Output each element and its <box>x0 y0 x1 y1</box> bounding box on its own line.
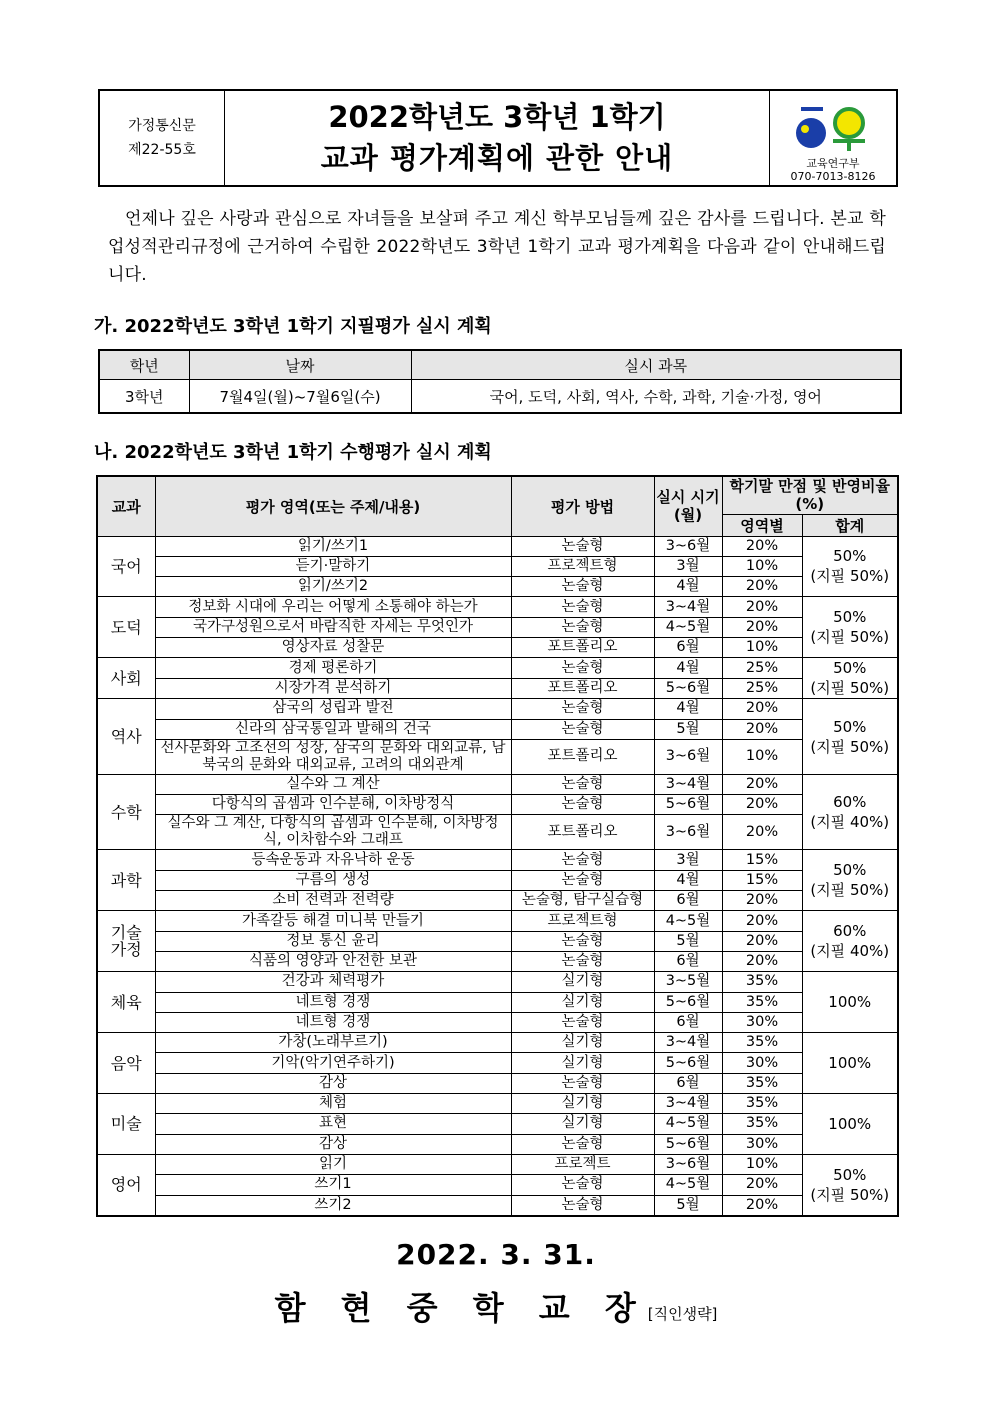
cell-area: 다항식의 곱셈과 인수분해, 이차방정식 <box>155 795 511 815</box>
cell-ratio: 35% <box>722 972 802 992</box>
cell-period: 5~6월 <box>654 1053 722 1073</box>
total-value: 50% <box>833 659 867 678</box>
cell-period: 3~6월 <box>654 815 722 850</box>
cell-area: 듣기·말하기 <box>155 556 511 576</box>
cell-period: 5월 <box>654 1195 722 1216</box>
section1-title: 가. 2022학년도 3학년 1학기 지필평가 실시 계획 <box>94 316 492 337</box>
cell-ratio: 20% <box>722 951 802 971</box>
cell-method: 논술형 <box>511 1175 654 1195</box>
cell-method: 포트폴리오 <box>511 739 654 774</box>
cell-method: 포트폴리오 <box>511 678 654 699</box>
cell-ratio: 10% <box>722 1154 802 1174</box>
cell-total <box>802 1033 898 1094</box>
cell-method: 논술형 <box>511 719 654 739</box>
cell-method: 논술형 <box>511 699 654 719</box>
cell-ratio: 35% <box>722 1033 802 1053</box>
cell-period: 4월 <box>654 699 722 719</box>
cell-period: 3~4월 <box>654 774 722 794</box>
newsletter-number: 제22-55호 <box>128 142 196 158</box>
intro-text: 언제나 깊은 사랑과 관심으로 자녀들을 보살펴 주고 계신 학부모님들께 깊은 감사를 드립니다. 본교 학업성적관리규정에 근거하여 수립한 2022학년도 3학년 1학기 교과 평가계획을 다음과 같이 안내해드립니다. <box>108 209 886 285</box>
cell-area: 신라의 삼국통일과 발해의 건국 <box>155 719 511 739</box>
cell-period: 3~4월 <box>654 597 722 617</box>
document-date: 2022. 3. 31. <box>396 1238 596 1271</box>
table-row <box>97 972 898 992</box>
table-row <box>97 891 898 911</box>
cell-period: 5~6월 <box>654 795 722 815</box>
cell-area: 감상 <box>155 1134 511 1154</box>
contact-box <box>769 91 896 185</box>
cell-ratio: 20% <box>722 577 802 597</box>
signature-line <box>0 1283 992 1329</box>
cell-subject: 국어 <box>97 536 155 597</box>
cell-subject: 역사 <box>97 699 155 775</box>
cell-area: 쓰기2 <box>155 1195 511 1216</box>
cell-period: 5~6월 <box>654 678 722 699</box>
cell-period: 4월 <box>654 577 722 597</box>
cell-area: 체험 <box>155 1094 511 1114</box>
cell-area: 읽기 <box>155 1154 511 1174</box>
total-value: 100% <box>828 1114 872 1133</box>
cell-period: 4월 <box>654 658 722 679</box>
cell-method: 실기형 <box>511 1094 654 1114</box>
cell-period: 6월 <box>654 1073 722 1093</box>
cell-period: 6월 <box>654 951 722 971</box>
written-exam-table <box>98 349 902 414</box>
table-row <box>97 719 898 739</box>
total-value: 50% <box>833 861 867 880</box>
cell-period: 3~6월 <box>654 739 722 774</box>
cell-area: 표현 <box>155 1114 511 1134</box>
page-title-line2: 교과 평가계획에 관한 안내 <box>320 141 674 175</box>
cell-method: 포트폴리오 <box>511 637 654 657</box>
cell-ratio: 20% <box>722 617 802 637</box>
header-total: 합계 <box>802 514 898 536</box>
cell-period: 3~6월 <box>654 536 722 556</box>
table-row <box>97 1195 898 1216</box>
cell-total <box>802 911 898 972</box>
page-title-line1: 2022학년도 3학년 1학기 <box>328 100 666 134</box>
total-value: 50% <box>833 1165 867 1184</box>
seal-omitted-note: [직인생략] <box>647 1305 718 1323</box>
cell-method: 실기형 <box>511 1053 654 1073</box>
cell-ratio: 20% <box>722 815 802 850</box>
cell-method: 논술형 <box>511 1012 654 1032</box>
cell-period: 4~5월 <box>654 1114 722 1134</box>
cell-method: 논술형 <box>511 774 654 794</box>
header-grade: 학년 <box>99 350 189 380</box>
cell-area: 삼국의 성립과 발전 <box>155 699 511 719</box>
total-note: (지필 50%) <box>810 737 890 756</box>
table-header-row <box>99 350 901 380</box>
signer-name: 함 현 중 학 교 장 <box>274 1289 648 1327</box>
header-subject: 교과 <box>97 476 155 536</box>
newsletter-header <box>98 89 898 187</box>
cell-method: 논술형 <box>511 577 654 597</box>
cell-method: 포트폴리오 <box>511 815 654 850</box>
cell-total <box>802 1154 898 1215</box>
total-note: (지필 50%) <box>810 628 890 647</box>
newsletter-label: 가정통신문 <box>128 118 196 134</box>
cell-method: 논술형 <box>511 1134 654 1154</box>
cell-method: 프로젝트 <box>511 1154 654 1174</box>
cell-method: 논술형 <box>511 658 654 679</box>
cell-method: 실기형 <box>511 1114 654 1134</box>
cell-period: 6월 <box>654 1012 722 1032</box>
cell-area: 소비 전력과 전력량 <box>155 891 511 911</box>
cell-period: 5월 <box>654 931 722 951</box>
cell-ratio: 10% <box>722 637 802 657</box>
cell-date: 7월4일(월)~7월6일(수) <box>189 380 411 414</box>
table-row <box>97 931 898 951</box>
cell-period: 4~5월 <box>654 911 722 931</box>
table-row <box>97 556 898 576</box>
table-row <box>97 850 898 870</box>
intro-paragraph <box>108 205 886 289</box>
cell-area: 쓰기1 <box>155 1175 511 1195</box>
total-note: (지필 50%) <box>810 679 890 698</box>
school-logo-icon <box>793 105 873 153</box>
cell-subject: 과학 <box>97 850 155 911</box>
table-row <box>97 678 898 699</box>
newsletter-id-box <box>100 91 225 185</box>
cell-subjects: 국어, 도덕, 사회, 역사, 수학, 과학, 기술·가정, 영어 <box>411 380 901 414</box>
title-box <box>225 91 769 185</box>
cell-area: 영상자료 성찰문 <box>155 637 511 657</box>
cell-area: 읽기/쓰기1 <box>155 536 511 556</box>
total-value: 60% <box>833 922 867 941</box>
cell-area: 네트형 경쟁 <box>155 992 511 1012</box>
table-row <box>97 1154 898 1174</box>
table-row <box>97 1134 898 1154</box>
cell-area: 기악(악기연주하기) <box>155 1053 511 1073</box>
table-row <box>97 774 898 794</box>
cell-method: 논술형 <box>511 1195 654 1216</box>
cell-total <box>802 1094 898 1155</box>
cell-ratio: 15% <box>722 870 802 890</box>
table-row <box>97 815 898 850</box>
cell-ratio: 10% <box>722 556 802 576</box>
performance-assessment-table <box>96 475 899 1217</box>
cell-period: 5~6월 <box>654 1134 722 1154</box>
cell-subject: 도덕 <box>97 597 155 658</box>
cell-area: 경제 평론하기 <box>155 658 511 679</box>
cell-ratio: 20% <box>722 719 802 739</box>
cell-ratio: 25% <box>722 678 802 699</box>
cell-area: 읽기/쓰기2 <box>155 577 511 597</box>
cell-method: 프로젝트형 <box>511 556 654 576</box>
cell-area: 정보화 시대에 우리는 어떻게 소통해야 하는가 <box>155 597 511 617</box>
total-value: 50% <box>833 547 867 566</box>
total-note: (지필 50%) <box>810 567 890 586</box>
cell-area: 정보 통신 윤리 <box>155 931 511 951</box>
cell-method: 논술형 <box>511 795 654 815</box>
cell-subject: 미술 <box>97 1094 155 1155</box>
cell-area: 구름의 생성 <box>155 870 511 890</box>
header-subjects: 실시 과목 <box>411 350 901 380</box>
cell-area: 가족갈등 해결 미니북 만들기 <box>155 911 511 931</box>
table-row <box>97 1012 898 1032</box>
table-row <box>97 637 898 657</box>
cell-total <box>802 597 898 658</box>
cell-total <box>802 699 898 775</box>
total-value: 50% <box>833 608 867 627</box>
cell-subject: 수학 <box>97 774 155 850</box>
total-note: (지필 50%) <box>810 881 890 900</box>
cell-ratio: 30% <box>722 1134 802 1154</box>
total-value: 100% <box>828 993 872 1012</box>
cell-ratio: 25% <box>722 658 802 679</box>
total-note: (지필 40%) <box>810 813 890 832</box>
table-row <box>97 1033 898 1053</box>
cell-period: 3~6월 <box>654 1154 722 1174</box>
cell-method: 논술형 <box>511 597 654 617</box>
cell-total <box>802 972 898 1033</box>
cell-method: 논술형 <box>511 951 654 971</box>
cell-grade: 3학년 <box>99 380 189 414</box>
total-note: (지필 40%) <box>810 942 890 961</box>
cell-period: 6월 <box>654 891 722 911</box>
cell-ratio: 15% <box>722 850 802 870</box>
header-method: 평가 방법 <box>511 476 654 536</box>
table-row <box>97 1053 898 1073</box>
table-row <box>99 380 901 414</box>
cell-period: 4~5월 <box>654 617 722 637</box>
cell-method: 논술형 <box>511 931 654 951</box>
cell-ratio: 35% <box>722 1114 802 1134</box>
table-row <box>97 951 898 971</box>
cell-period: 4~5월 <box>654 1175 722 1195</box>
cell-ratio: 20% <box>722 536 802 556</box>
cell-ratio: 20% <box>722 931 802 951</box>
total-value: 60% <box>833 793 867 812</box>
cell-ratio: 35% <box>722 992 802 1012</box>
cell-period: 6월 <box>654 637 722 657</box>
cell-period: 3~4월 <box>654 1094 722 1114</box>
cell-area: 가창(노래부르기) <box>155 1033 511 1053</box>
cell-ratio: 35% <box>722 1094 802 1114</box>
header-area: 평가 영역(또는 주제/내용) <box>155 476 511 536</box>
cell-period: 5~6월 <box>654 992 722 1012</box>
cell-area: 시장가격 분석하기 <box>155 678 511 699</box>
cell-ratio: 10% <box>722 739 802 774</box>
cell-area: 건강과 체력평가 <box>155 972 511 992</box>
cell-area: 등속운동과 자유낙하 운동 <box>155 850 511 870</box>
cell-area: 선사문화와 고조선의 성장, 삼국의 문화와 대외교류, 남북국의 문화와 대외교류, 고려의 대외관계 <box>155 739 511 774</box>
cell-period: 3월 <box>654 556 722 576</box>
cell-subject: 기술 가정 <box>97 911 155 972</box>
table-row <box>97 911 898 931</box>
dept-name: 교육연구부 <box>806 157 860 170</box>
cell-method: 실기형 <box>511 992 654 1012</box>
cell-period: 3~4월 <box>654 1033 722 1053</box>
table-row <box>97 577 898 597</box>
cell-area: 국가구성원으로서 바람직한 자세는 무엇인가 <box>155 617 511 637</box>
table-row <box>97 870 898 890</box>
cell-method: 실기형 <box>511 1033 654 1053</box>
cell-ratio: 20% <box>722 1195 802 1216</box>
table-row <box>97 597 898 617</box>
total-value: 100% <box>828 1054 872 1073</box>
table-header-row <box>97 476 898 514</box>
cell-method: 논술형 <box>511 850 654 870</box>
cell-method: 논술형 <box>511 870 654 890</box>
phone-number: 070-7013-8126 <box>790 170 876 183</box>
cell-ratio: 20% <box>722 795 802 815</box>
cell-area: 실수와 그 계산, 다항식의 곱셈과 인수분해, 이차방정식, 이차함수와 그래프 <box>155 815 511 850</box>
header-date: 날짜 <box>189 350 411 380</box>
cell-total <box>802 850 898 911</box>
cell-ratio: 20% <box>722 891 802 911</box>
table-row <box>97 739 898 774</box>
cell-subject: 음악 <box>97 1033 155 1094</box>
cell-method: 실기형 <box>511 972 654 992</box>
table-row <box>97 1114 898 1134</box>
cell-ratio: 20% <box>722 911 802 931</box>
cell-area: 식품의 영양과 안전한 보관 <box>155 951 511 971</box>
section2-title: 나. 2022학년도 3학년 1학기 수행평가 실시 계획 <box>94 442 492 463</box>
table-row <box>97 795 898 815</box>
header-period: 실시 시기 (월) <box>654 476 722 536</box>
cell-subject: 체육 <box>97 972 155 1033</box>
table-row <box>97 699 898 719</box>
table-row <box>97 1073 898 1093</box>
cell-period: 5월 <box>654 719 722 739</box>
cell-method: 프로젝트형 <box>511 911 654 931</box>
cell-ratio: 20% <box>722 1175 802 1195</box>
cell-period: 3~5월 <box>654 972 722 992</box>
cell-ratio: 20% <box>722 597 802 617</box>
total-note: (지필 50%) <box>810 1185 890 1204</box>
cell-area: 네트형 경쟁 <box>155 1012 511 1032</box>
header-ratio: 영역별 <box>722 514 802 536</box>
table-row <box>97 536 898 556</box>
total-value: 50% <box>833 717 867 736</box>
cell-total <box>802 536 898 597</box>
cell-method: 논술형 <box>511 1073 654 1093</box>
table-row <box>97 1175 898 1195</box>
cell-area: 감상 <box>155 1073 511 1093</box>
cell-subject: 영어 <box>97 1154 155 1215</box>
cell-ratio: 35% <box>722 1073 802 1093</box>
cell-subject: 사회 <box>97 658 155 699</box>
cell-area: 실수와 그 계산 <box>155 774 511 794</box>
cell-period: 3월 <box>654 850 722 870</box>
cell-ratio: 30% <box>722 1012 802 1032</box>
header-score: 학기말 만점 및 반영비율(%) <box>722 476 898 514</box>
cell-ratio: 30% <box>722 1053 802 1073</box>
table-row <box>97 658 898 679</box>
cell-method: 논술형 <box>511 536 654 556</box>
cell-period: 4월 <box>654 870 722 890</box>
cell-total <box>802 774 898 850</box>
cell-method: 논술형, 탐구실습형 <box>511 891 654 911</box>
cell-total <box>802 658 898 699</box>
table-row <box>97 617 898 637</box>
cell-method: 논술형 <box>511 617 654 637</box>
table-row <box>97 1094 898 1114</box>
cell-ratio: 20% <box>722 699 802 719</box>
cell-ratio: 20% <box>722 774 802 794</box>
table-row <box>97 992 898 1012</box>
